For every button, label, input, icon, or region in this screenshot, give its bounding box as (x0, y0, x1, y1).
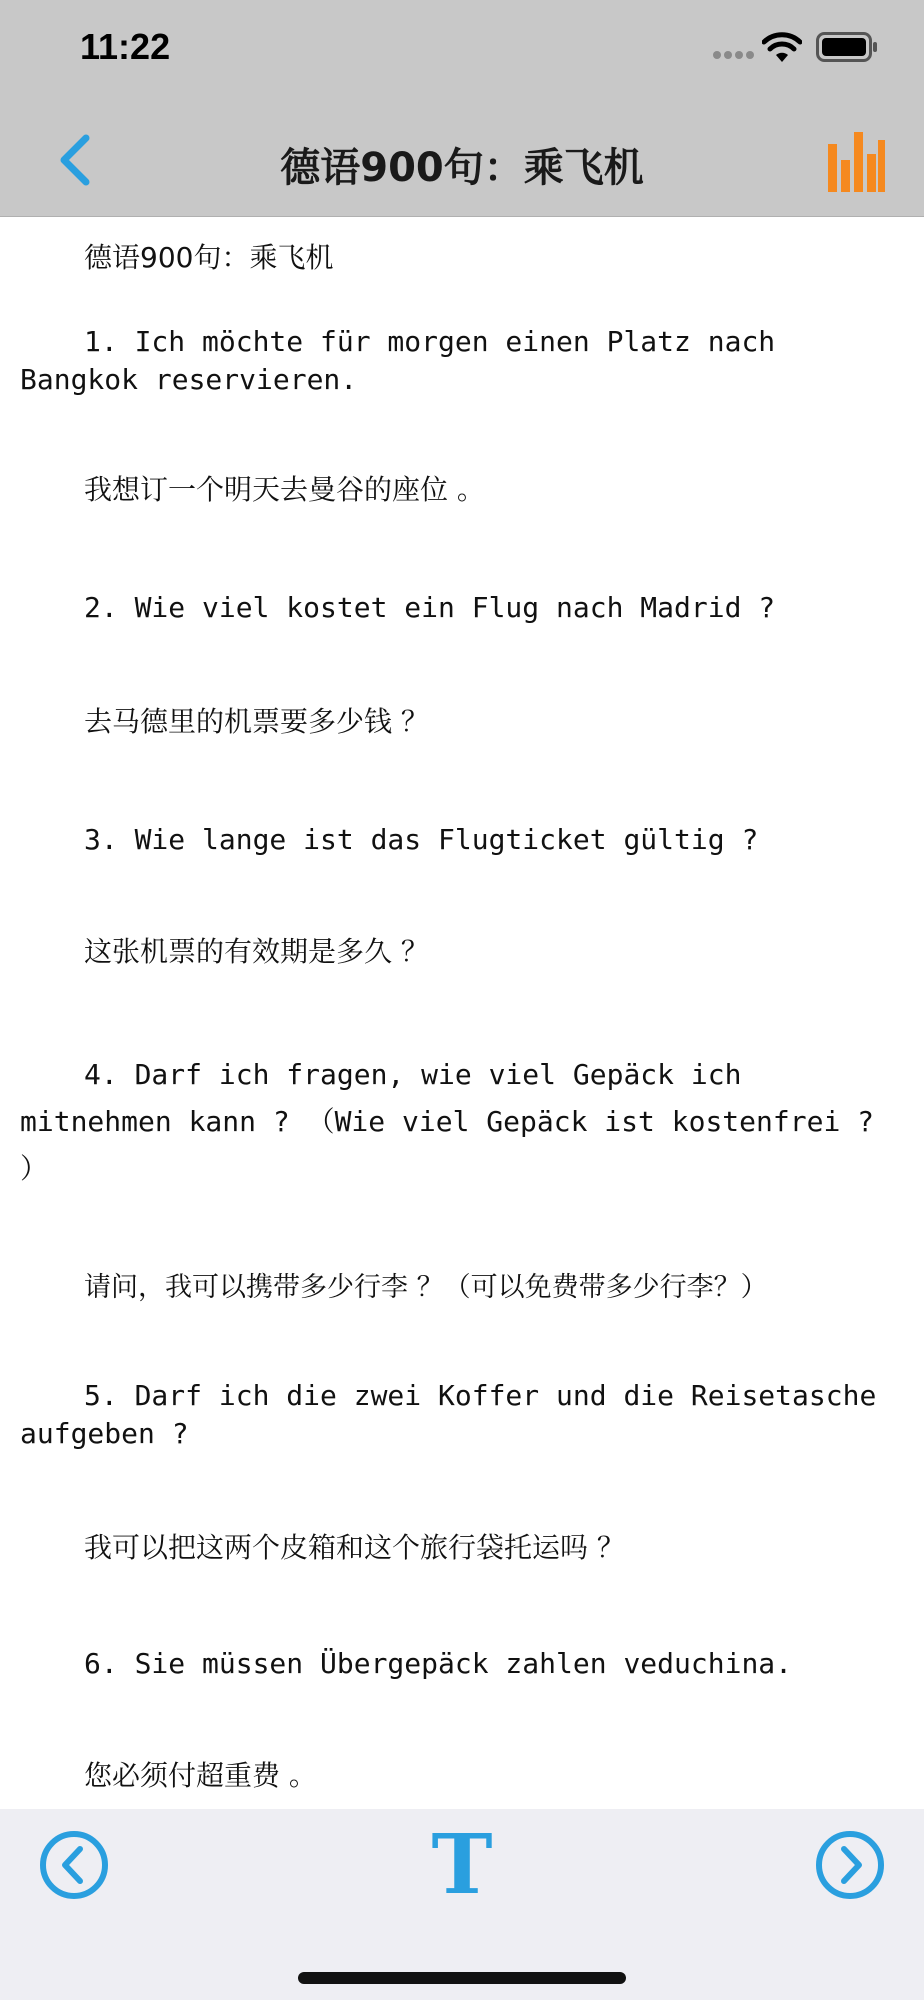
sentence-de: 3. Wie lange ist das Flugticket gültig ? (84, 823, 759, 856)
circle-chevron-right-icon (814, 1829, 886, 1901)
previous-button[interactable] (38, 1829, 110, 1901)
sentence-zh: 请问，我可以携带多少行李 ？（可以免费带多少行李？） (84, 1272, 768, 1303)
stats-button[interactable] (826, 130, 886, 194)
bottom-toolbar (0, 1809, 924, 2000)
battery-icon (816, 32, 878, 62)
circle-chevron-left-icon (38, 1829, 110, 1901)
sentence-de: 1. Ich möchte für morgen einen Platz nach Bangkok reservieren. (20, 325, 793, 396)
font-size-button[interactable]: T (431, 1817, 493, 1913)
home-indicator[interactable] (298, 1972, 626, 1984)
sentence-de: 6. Sie müssen Übergepäck zahlen veduchina. (84, 1647, 793, 1680)
status-bar (0, 0, 924, 100)
sentence-zh: 我可以把这两个皮箱和这个旅行袋托运吗 ？ (84, 1531, 625, 1564)
wifi-icon (762, 32, 802, 64)
sentence-de: 2. Wie viel kostet ein Flug nach Madrid ? (84, 591, 776, 624)
sentence-de: 4. Darf ich fragen, wie viel Gepäck ich mitnehmen kann ? （Wie viel Gepäck ist kostenfrei ? ） (20, 1058, 891, 1185)
sentence-zh: 您必须付超重费 。 (84, 1759, 317, 1792)
sentence-zh: 这张机票的有效期是多久 ？ (84, 935, 429, 968)
page-title: 德语900句：乘飞机 (280, 145, 644, 191)
navigation-bar (0, 100, 924, 217)
bar-chart-icon (826, 130, 886, 194)
cellular-signal-icon (712, 48, 756, 62)
status-time: 11:22 (80, 26, 171, 67)
sentence-de: 5. Darf ich die zwei Koffer und die Reisetasche aufgeben ? (20, 1379, 894, 1450)
sentence-zh: 去马德里的机票要多少钱 ？ (84, 705, 429, 738)
content-heading: 德语900句：乘飞机 (84, 241, 334, 274)
sentence-zh: 我想订一个明天去曼谷的座位 。 (84, 473, 485, 506)
text-content[interactable] (0, 217, 924, 1809)
next-button[interactable] (814, 1829, 886, 1901)
